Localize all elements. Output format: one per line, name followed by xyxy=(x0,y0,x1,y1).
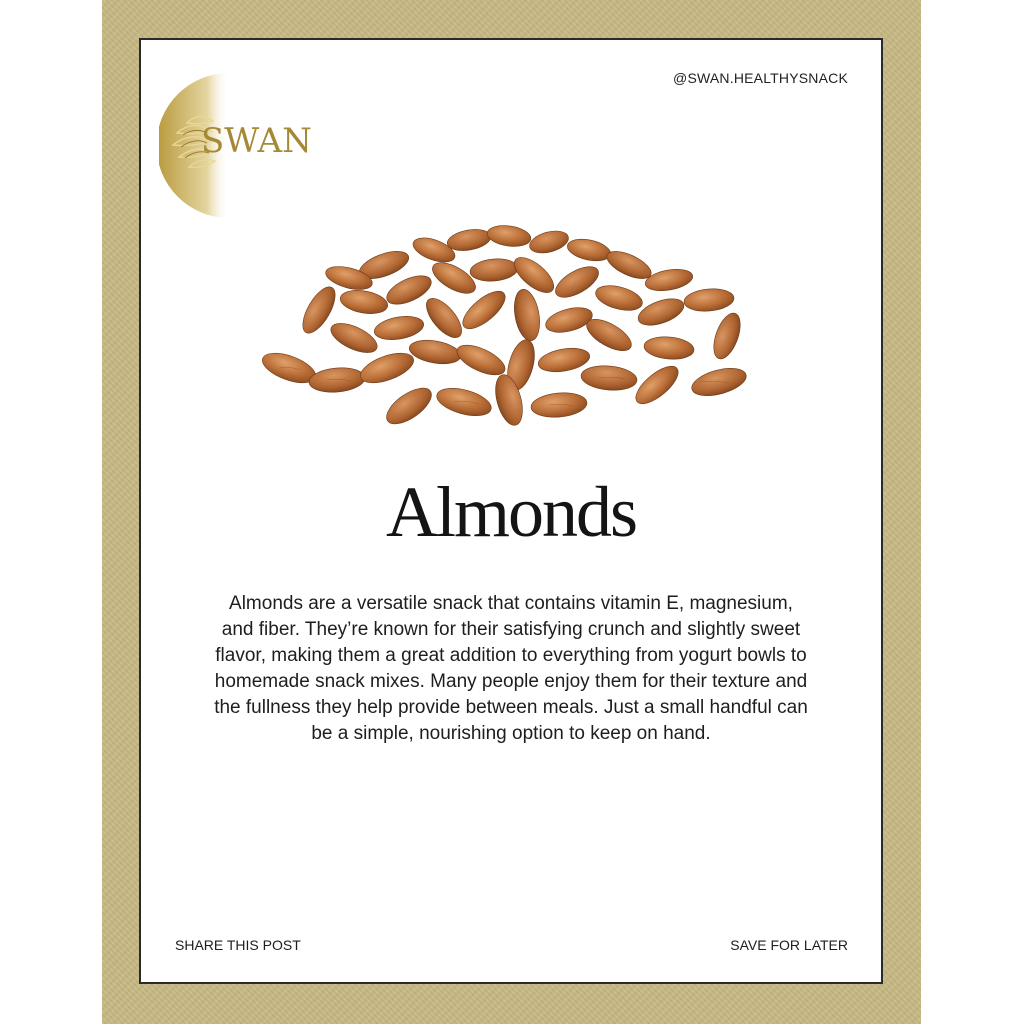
post-title: Almonds xyxy=(385,472,637,552)
almond-pile-icon xyxy=(259,220,769,430)
swan-logo xyxy=(159,73,312,218)
post-card xyxy=(139,38,883,984)
logo-wordmark: SWAN xyxy=(201,121,312,161)
save-for-later-link[interactable]: SAVE FOR LATER xyxy=(730,937,848,953)
account-handle[interactable]: @SWAN.HEALTHYSNACK xyxy=(673,70,848,86)
post-description: Almonds are a versatile snack that contains vitamin E, magnesium, and fiber. They’re known for their satisfying crunch and slightly sweet flavor, making them a great addition to everything from yogurt bowls to homemade snack mixes. Many people enjoy them for their texture and the fullness they help provide between meals. Just a small handful can be a simple, nourishing option to keep on hand. xyxy=(214,593,808,744)
almond-pile-image xyxy=(259,220,769,430)
share-post-link[interactable]: SHARE THIS POST xyxy=(175,937,301,953)
